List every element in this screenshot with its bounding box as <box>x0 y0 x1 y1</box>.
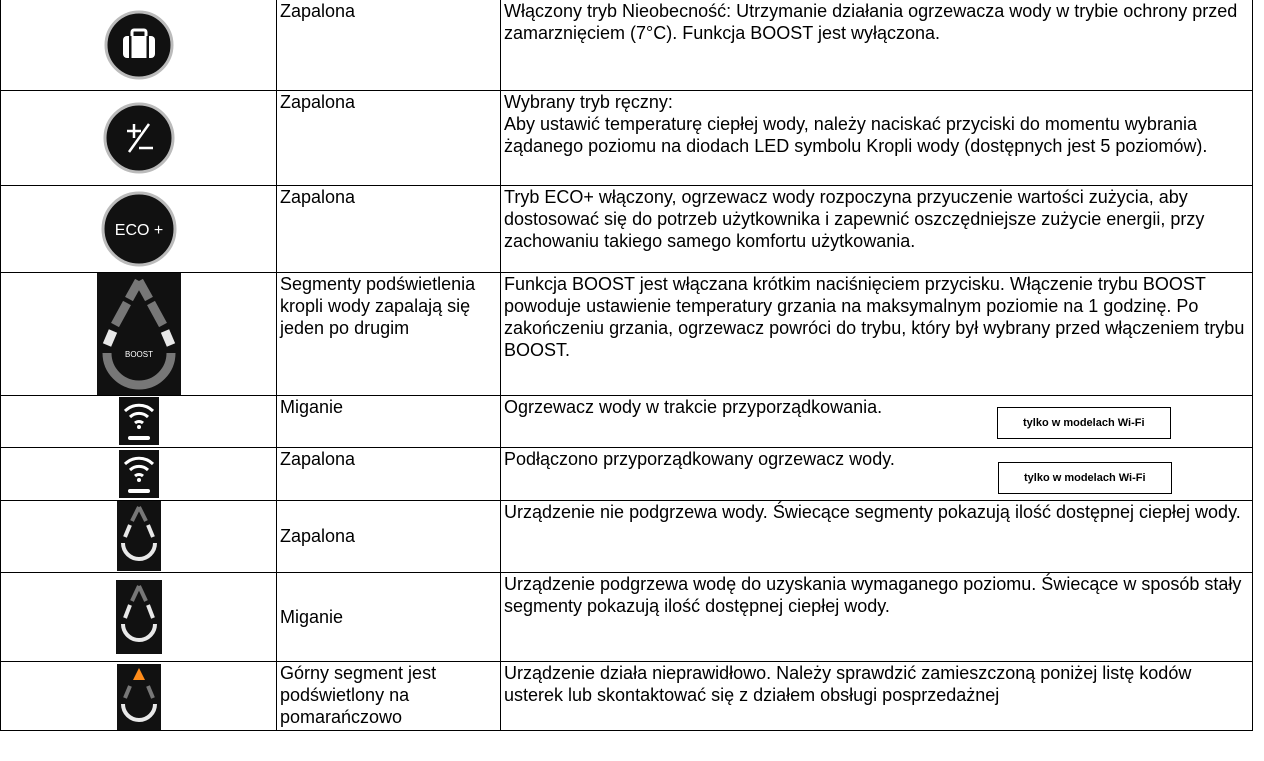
description-cell <box>501 447 1253 500</box>
state-text: Zapalona <box>277 447 501 500</box>
table-row <box>1 272 1253 395</box>
icon-cell <box>1 661 277 730</box>
icon-cell <box>1 272 277 395</box>
plus-minus-icon <box>103 102 175 174</box>
description-line: Wybrany tryb ręczny: <box>504 91 673 112</box>
description-text: Funkcja BOOST jest włączana krótkim naciśnięciem przycisku. Włączenie trybu BOOST powoduje ustawienie temperatury grzania na maksymalnym poziomie na 1 godzinę. Po zakończeniu grzania, ogrzewacz powróci do trybu, który był wybrany przed włączeniem trybu BOOST. <box>501 272 1253 395</box>
state-text: Zapalona <box>277 500 501 572</box>
table-row <box>1 0 1253 90</box>
description-text: Ogrzewacz wody w trakcie przyporządkowania. <box>504 396 883 417</box>
icon-cell <box>1 185 277 272</box>
wifi-icon <box>119 397 159 445</box>
wifi-icon <box>119 450 159 498</box>
table-row <box>1 395 1253 447</box>
description-line: Aby ustawić temperaturę ciepłej wody, należy naciskać przyciski do momentu wybrania żądanego poziomu na diodach LED symbolu Kropli wody (dostępnych jest 5 poziomów). <box>504 113 1208 156</box>
icon-cell <box>1 90 277 185</box>
wifi-models-note: tylko w modelach Wi-Fi <box>998 462 1172 494</box>
boost-label: BOOST <box>124 349 153 359</box>
water-drop-icon <box>117 501 161 571</box>
description-text: Tryb ECO+ włączony, ogrzewacz wody rozpoczyna przyuczenie wartości zużycia, aby dostosować się do potrzeb użytkownika i zapewnić oszczędniejsze zużycie energii, przy zachowaniu takiego samego komfortu użytkowania. <box>501 185 1253 272</box>
water-drop-icon <box>116 580 162 654</box>
description-cell <box>501 395 1253 447</box>
state-text: Miganie <box>277 572 501 661</box>
description-cell <box>501 90 1253 185</box>
water-drop-orange-top-icon <box>117 664 161 730</box>
table-row <box>1 500 1253 572</box>
table-row <box>1 185 1253 272</box>
description-text: Urządzenie nie podgrzewa wody. Świecące segmenty pokazują ilość dostępnej ciepłej wody. <box>501 500 1253 572</box>
icon-cell <box>1 447 277 500</box>
description-text: Urządzenie podgrzewa wodę do uzyskania wymaganego poziomu. Świecące w sposób stały segmenty pokazują ilość dostępnej ciepłej wody. <box>501 572 1253 661</box>
icon-cell <box>1 500 277 572</box>
boost-drop-icon <box>97 273 181 395</box>
table-row <box>1 572 1253 661</box>
table-row <box>1 447 1253 500</box>
eco-plus-icon <box>101 191 177 267</box>
state-text: Segmenty podświetlenia kropli wody zapalają się jeden po drugim <box>277 272 501 395</box>
icon-cell <box>1 395 277 447</box>
suitcase-icon <box>104 10 174 80</box>
description-text: Włączony tryb Nieobecność: Utrzymanie działania ogrzewacza wody w trybie ochrony przed zamarznięciem (7°C). Funkcja BOOST jest wyłączona. <box>501 0 1253 90</box>
wifi-models-note: tylko w modelach Wi-Fi <box>997 407 1171 439</box>
description-text: Urządzenie działa nieprawidłowo. Należy sprawdzić zamieszczoną poniżej listę kodów usterek lub skontaktować się z działem obsługi posprzedażnej <box>501 661 1253 730</box>
state-text: Zapalona <box>277 185 501 272</box>
state-text: Górny segment jest podświetlony na pomarańczowo <box>277 661 501 730</box>
state-text: Zapalona <box>277 90 501 185</box>
eco-plus-label: ECO + <box>114 221 163 239</box>
state-text: Zapalona <box>277 0 501 90</box>
icon-cell <box>1 572 277 661</box>
state-text: Miganie <box>277 395 501 447</box>
table-row <box>1 661 1253 730</box>
icon-cell <box>1 0 277 90</box>
description-text: Podłączono przyporządkowany ogrzewacz wody. <box>504 448 895 469</box>
table-row <box>1 90 1253 185</box>
